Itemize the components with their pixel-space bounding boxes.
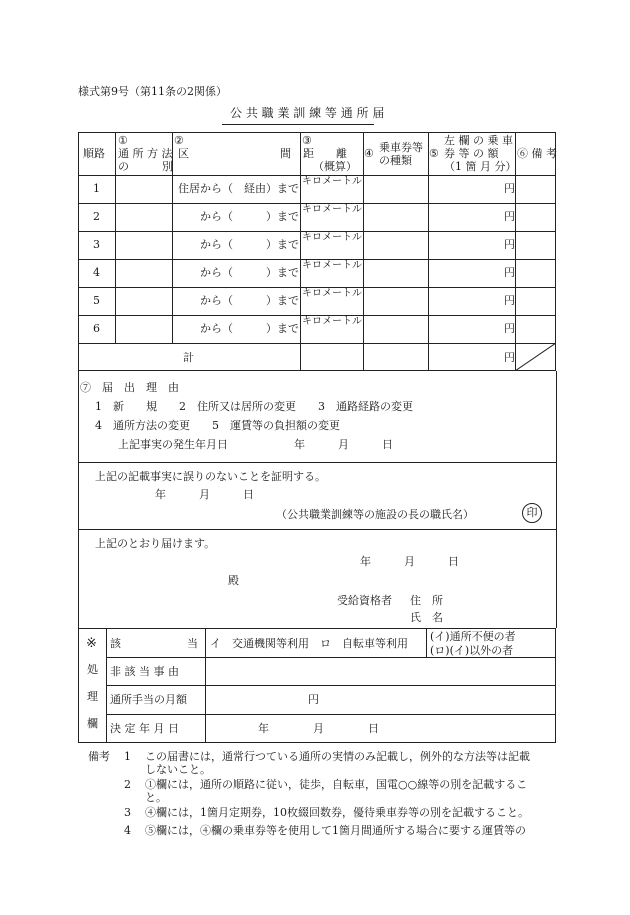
note-text-cont: しないこと。 bbox=[145, 763, 211, 776]
total-diagonal bbox=[515, 343, 556, 371]
row-section: から（ ）まで bbox=[200, 238, 299, 251]
row-section: 住居から（ 経由）まで bbox=[178, 182, 299, 195]
note-text: ④欄には，1箇月定期券，10枚綴回数券，優待乗車券等の別を記載すること。 bbox=[145, 806, 529, 819]
monthly-allowance-yen: 円 bbox=[308, 693, 319, 706]
certify-signer: （公共職業訓練等の施設の長の職氏名） bbox=[276, 508, 474, 521]
row-no: 6 bbox=[93, 322, 100, 335]
row-yen: 円 bbox=[504, 182, 515, 195]
title-underline bbox=[222, 124, 374, 125]
note-text: ⑤欄には，④欄の乗車券等を使用して1箇月間通所する場合に要する運賃等の bbox=[145, 824, 526, 837]
processing-side-3: 欄 bbox=[87, 717, 98, 730]
header-c1-a: 通 所 方 法 bbox=[118, 147, 173, 160]
applicable-opt1: (イ)通所不便の者 bbox=[430, 630, 516, 643]
row-no: 4 bbox=[93, 266, 100, 279]
header-c3-num: ③ bbox=[302, 134, 312, 147]
certify-date: 年 月 日 bbox=[155, 488, 254, 501]
row-yen: 円 bbox=[504, 210, 515, 223]
row-unit: キロメートル bbox=[302, 316, 362, 327]
total-label: 計 bbox=[183, 351, 194, 364]
row-unit: キロメートル bbox=[302, 232, 362, 243]
header-c2-b: 間 bbox=[280, 147, 291, 160]
row-section: から（ ）まで bbox=[200, 322, 299, 335]
notes-label: 備考 bbox=[88, 750, 110, 763]
notify-addressee: 殿 bbox=[228, 574, 239, 587]
row-section: から（ ）まで bbox=[200, 294, 299, 307]
notify-date: 年 月 日 bbox=[360, 555, 459, 568]
processing-side-2: 理 bbox=[87, 690, 98, 703]
page-title: 公 共 職 業 訓 練 等 通 所 届 bbox=[230, 106, 385, 120]
header-c1-b: の 別 bbox=[118, 160, 173, 173]
row-unit: キロメートル bbox=[302, 204, 362, 215]
note-text: ①欄には，通所の順路に従い，徒歩，自転車，国電○○線等の別を記載するこ bbox=[145, 778, 528, 791]
notify-text: 上記のとおり届けます。 bbox=[95, 537, 216, 550]
note-no: 1 bbox=[124, 750, 131, 763]
reason-line1: 1 新 規 2 住所又は居所の変更 3 通路経路の変更 bbox=[95, 400, 413, 413]
header-c4-a: 乗車券等 bbox=[379, 141, 423, 154]
note-text-cont: と。 bbox=[145, 791, 167, 804]
row-yen: 円 bbox=[504, 322, 515, 335]
row-yen: 円 bbox=[504, 294, 515, 307]
decision-date-label: 決 定 年 月 日 bbox=[110, 722, 179, 735]
header-c4-b: の種類 bbox=[379, 154, 412, 167]
applicable-label: 該 当 bbox=[110, 637, 198, 650]
name-label: 氏 名 bbox=[410, 611, 443, 624]
header-c6: ⑥ 備 考 bbox=[517, 147, 557, 160]
header-c3-b: （概算） bbox=[313, 160, 357, 173]
nonapplicable-label: 非 該 当 事 由 bbox=[110, 665, 179, 678]
note-no: 3 bbox=[124, 806, 131, 819]
header-c1-num: ① bbox=[118, 134, 128, 147]
note-no: 2 bbox=[124, 778, 131, 791]
reason-heading: ⑦ 届 出 理 由 bbox=[80, 381, 179, 394]
decision-date-value: 年 月 日 bbox=[258, 722, 379, 735]
header-c2-num: ② bbox=[174, 134, 184, 147]
monthly-allowance-label: 通所手当の月額 bbox=[110, 693, 187, 706]
row-no: 1 bbox=[93, 182, 100, 195]
row-unit: キロメートル bbox=[302, 176, 362, 187]
header-c5-b: 券 等 の 額 bbox=[444, 147, 499, 160]
row-yen: 円 bbox=[504, 266, 515, 279]
applicable-value: イ 交通機関等利用 ロ 自転車等利用 bbox=[210, 637, 408, 650]
address-label: 住 所 bbox=[410, 594, 443, 607]
processing-side-1: 処 bbox=[87, 663, 98, 676]
row-unit: キロメートル bbox=[302, 288, 362, 299]
header-c4-num: ④ bbox=[364, 147, 374, 160]
note-text: この届書には，通常行つている通所の実情のみ記載し，例外的な方法等は記載 bbox=[145, 750, 530, 763]
header-c5-num: ⑤ bbox=[429, 147, 439, 160]
row-section: から（ ）まで bbox=[200, 266, 299, 279]
row-no: 5 bbox=[93, 294, 100, 307]
form-id: 様式第9号（第11条の2関係） bbox=[78, 85, 227, 98]
row-unit: キロメートル bbox=[302, 260, 362, 271]
row-no: 2 bbox=[93, 210, 100, 223]
total-yen: 円 bbox=[504, 351, 515, 364]
certify-text: 上記の記載事実に誤りのないことを証明する。 bbox=[95, 470, 326, 483]
header-c2-a: 区 bbox=[178, 147, 189, 160]
header-c5-a: 左 欄 の 乗 車 bbox=[444, 134, 513, 147]
seal-mark: 印 bbox=[522, 503, 542, 523]
applicant-label: 受給資格者 bbox=[337, 594, 392, 607]
row-no: 3 bbox=[93, 238, 100, 251]
applicable-opt2: (ロ)(イ)以外の者 bbox=[430, 644, 514, 657]
row-section: から（ ）まで bbox=[200, 210, 299, 223]
header-c3-a: 距 離 bbox=[303, 147, 347, 160]
reason-date: 上記事実の発生年月日 年 月 日 bbox=[118, 438, 393, 451]
header-route: 順路 bbox=[83, 147, 105, 160]
note-no: 4 bbox=[124, 824, 131, 837]
row-yen: 円 bbox=[504, 238, 515, 251]
reason-line2: 4 通所方法の変更 5 運賃等の負担額の変更 bbox=[95, 419, 340, 432]
processing-mark: ※ bbox=[86, 636, 97, 651]
header-c5-c: （1 箇 月 分） bbox=[444, 160, 517, 173]
